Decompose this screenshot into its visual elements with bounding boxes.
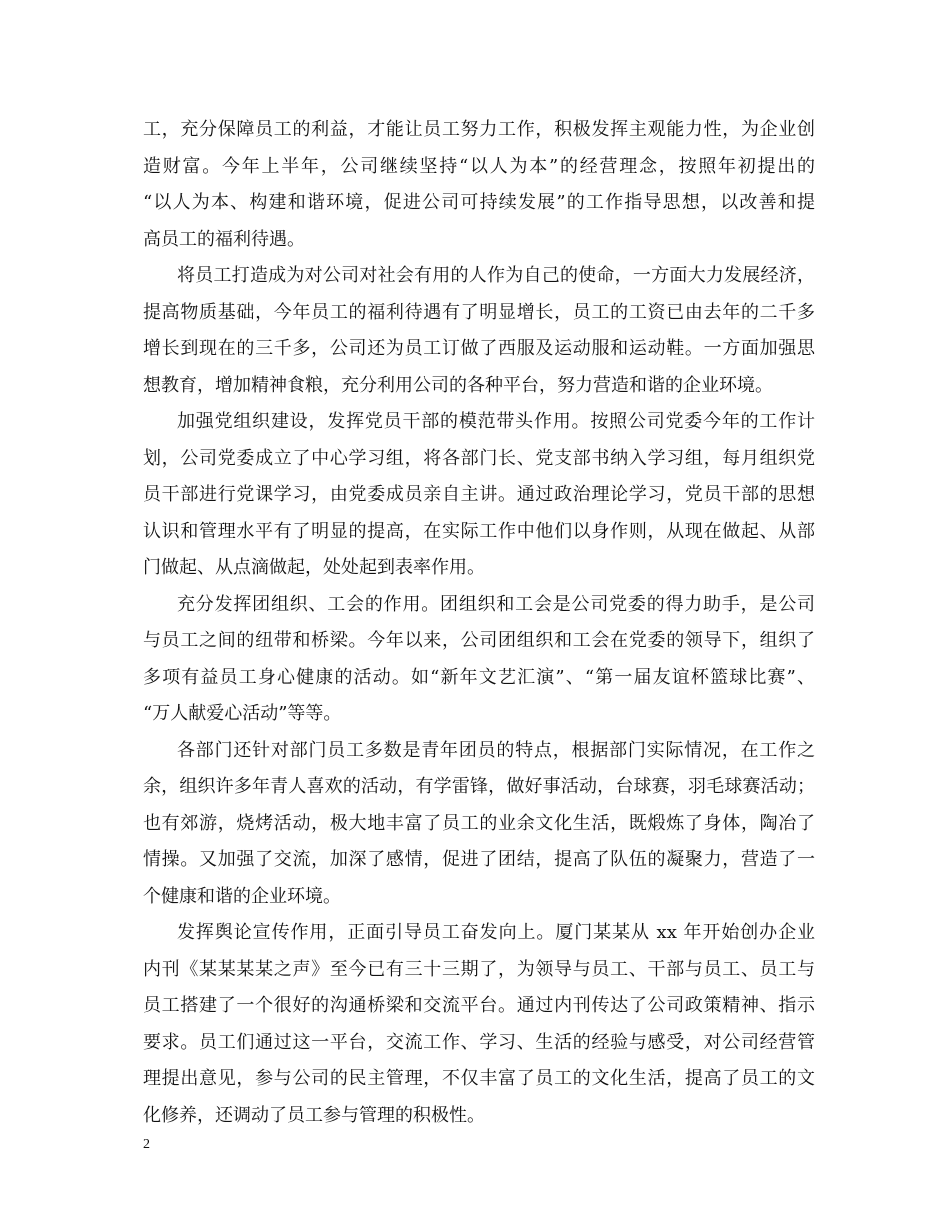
text-line: 员工搭建了一个很好的沟通桥梁和交流平台。通过内刊传达了公司政策精神、指示 <box>143 995 815 1016</box>
document-body <box>143 112 815 1134</box>
text-line: 各部门还针对部门员工多数是青年团员的特点，根据部门实际情况，在工作之 <box>177 739 815 761</box>
text-line: 员干部进行党课学习，由党委成员亲自主讲。通过政治理论学习，党员干部的思想 <box>143 484 815 505</box>
text-line: 认识和管理水平有了明显的提高，在实际工作中他们以身作则，从现在做起、从部 <box>143 520 815 542</box>
text-line: “以人为本、构建和谐环境，促进公司可持续发展”的工作指导思想，以改善和提 <box>143 192 815 213</box>
paragraph <box>143 404 815 587</box>
text-line: 增长到现在的三千多，公司还为员工订做了西服及运动服和运动鞋。一方面加强思 <box>143 338 815 359</box>
text-line: 多项有益员工身心健康的活动。如“新年文艺汇演”、“第一届友谊杯篮球比赛”、 <box>143 666 815 688</box>
text-line: 情操。又加强了交流，加深了感情，促进了团结，提高了队伍的凝聚力，营造了一 <box>143 849 815 870</box>
text-line: 与员工之间的纽带和桥梁。今年以来，公司团组织和工会在党委的领导下，组织了 <box>143 630 815 651</box>
paragraph <box>143 915 815 1134</box>
text-line: “万人献爱心活动”等等。 <box>143 703 342 724</box>
text-line: 发挥舆论宣传作用，正面引导员工奋发向上。厦门某某从 xx 年开始创办企业 <box>177 922 815 943</box>
text-line: 门做起、从点滴做起，处处起到表率作用。 <box>143 557 485 578</box>
paragraph <box>143 258 815 404</box>
text-line: 高员工的福利待遇。 <box>143 228 305 250</box>
text-line: 内刊《某某某某之声》至今已有三十三期了，为领导与员工、干部与员工、员工与 <box>143 958 815 980</box>
paragraph <box>143 112 815 258</box>
text-line: 想教育，增加精神食粮，充分利用公司的各种平台，努力营造和谐的企业环境。 <box>143 374 773 396</box>
text-line: 工，充分保障员工的利益，才能让员工努力工作，积极发挥主观能力性，为企业创 <box>143 119 815 140</box>
text-line: 提高物质基础，今年员工的福利待遇有了明显增长，员工的工资已由去年的二千多 <box>143 301 815 323</box>
text-line: 充分发挥团组织、工会的作用。团组织和工会是公司党委的得力助手，是公司 <box>177 593 815 615</box>
page-number: 2 <box>143 1137 150 1152</box>
text-line: 也有郊游，烧烤活动，极大地丰富了员工的业余文化生活，既煅炼了身体，陶冶了 <box>143 812 815 834</box>
paragraph <box>143 733 815 916</box>
text-line: 造财富。今年上半年，公司继续坚持“以人为本”的经营理念，按照年初提出的 <box>143 155 815 177</box>
text-line: 化修养，还调动了员工参与管理的积极性。 <box>143 1104 485 1126</box>
text-line: 加强党组织建设，发挥党员干部的模范带头作用。按照公司党委今年的工作计 <box>177 411 815 432</box>
text-line: 要求。员工们通过这一平台，交流工作、学习、生活的经验与感受，对公司经营管 <box>143 1031 815 1053</box>
text-line: 余，组织许多年青人喜欢的活动，有学雷锋，做好事活动，台球赛，羽毛球赛活动； <box>143 776 815 797</box>
text-line: 理提出意见，参与公司的民主管理，不仅丰富了员工的文化生活，提高了员工的文 <box>143 1068 815 1089</box>
text-line: 划，公司党委成立了中心学习组，将各部门长、党支部书纳入学习组，每月组织党 <box>143 447 815 469</box>
text-line: 个健康和谐的企业环境。 <box>143 885 341 907</box>
text-line: 将员工打造成为对公司对社会有用的人作为自己的使命，一方面大力发展经济， <box>177 265 815 286</box>
paragraph <box>143 587 815 733</box>
